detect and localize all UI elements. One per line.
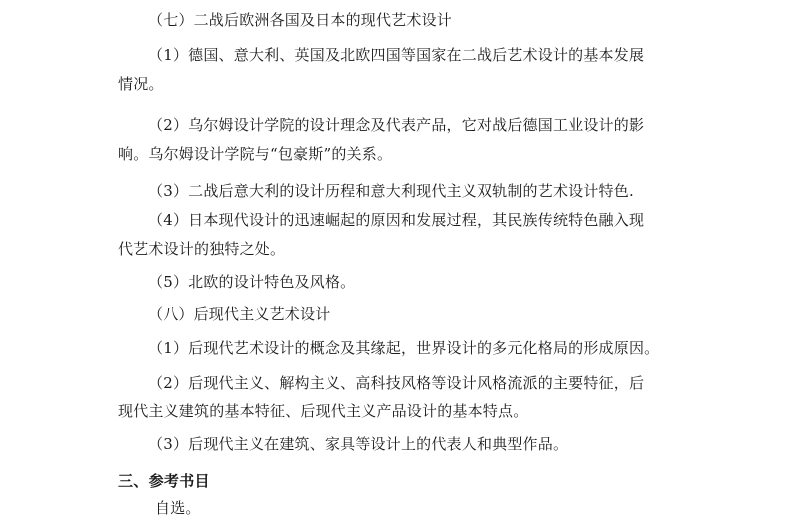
section-8-title: （八）后现代主义艺术设计	[148, 305, 331, 323]
section-7-title: （七）二战后欧洲各国及日本的现代艺术设计	[148, 11, 453, 29]
section-7-item-1-line-1: （1）德国、意大利、英国及北欧四国等国家在二战后艺术设计的基本发展	[148, 46, 645, 64]
section-7-item-5: （5）北欧的设计特色及风格。	[148, 273, 356, 291]
section-7-item-4-line-1: （4）日本现代设计的迅速崛起的原因和发展过程，其民族传统特色融入现	[148, 211, 645, 229]
section-8-item-3: （3）后现代主义在建筑、家具等设计上的代表人和典型作品。	[148, 435, 569, 453]
section-7-item-4-line-2: 代艺术设计的独特之处。	[118, 240, 286, 258]
section-7-item-2-line-2: 响。乌尔姆设计学院与“包豪斯”的关系。	[118, 145, 393, 163]
section-8-item-1: （1）后现代艺术设计的概念及其缘起，世界设计的多元化格局的形成原因。	[148, 339, 660, 357]
references-body: 自选。	[155, 499, 201, 517]
references-heading: 三、参考书目	[118, 472, 210, 490]
section-8-item-2-line-1: （2）后现代主义、解构主义、高科技风格等设计风格流派的主要特征，后	[148, 374, 645, 392]
section-7-item-1-line-2: 情况。	[118, 75, 164, 93]
section-7-item-2-line-1: （2）乌尔姆设计学院的设计理念及代表产品，它对战后德国工业设计的影	[148, 116, 645, 134]
section-8-item-2-line-2: 现代主义建筑的基本特征、后现代主义产品设计的基本特点。	[118, 402, 529, 420]
section-7-item-3: （3）二战后意大利的设计历程和意大利现代主义双轨制的艺术设计特色.	[148, 182, 634, 200]
